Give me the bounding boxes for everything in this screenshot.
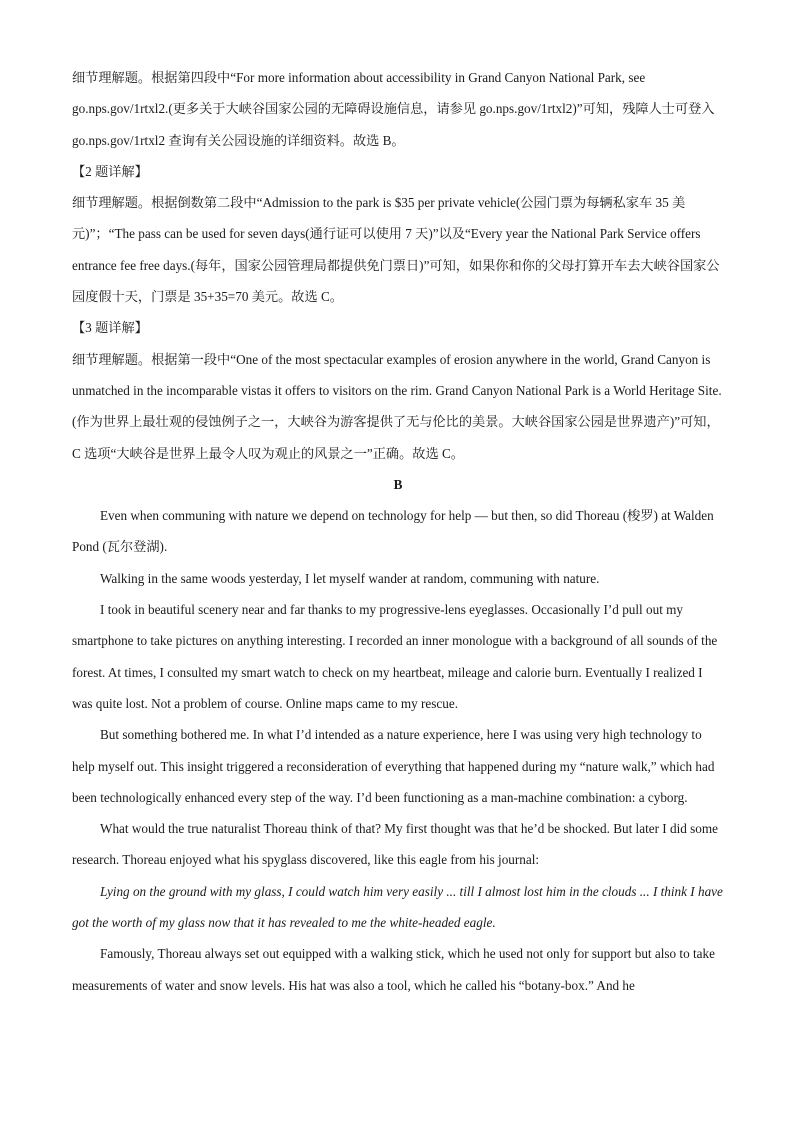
answer-1-text: 细节理解题。根据第四段中“For more information about accessibility in Grand Canyon National Park, see go.nps.gov/1rtxl2.(更多关于大峡谷国家公园的无障碍设施信息，请参见 go.nps.gov/1rtxl2)”可知，残障人士可登入 go.nps.gov/1rtxl2 查询有关公园设施的详细资料。故选 B。 bbox=[72, 70, 715, 148]
answer-3-label: 【3 题详解】 bbox=[72, 320, 148, 336]
section-b-heading: B bbox=[393, 476, 403, 492]
answer-2-label: 【2 题详解】 bbox=[72, 163, 148, 179]
document-page bbox=[72, 62, 724, 1001]
journal-quote: Lying on the ground with my glass, I could watch him very easily ... till I almost lost him in the clouds ... I think I have got the worth of my glass now that it has revealed to me the white-headed eagle. bbox=[72, 883, 723, 931]
passage-paragraph: Even when communing with nature we depend on technology for help — but then, so did Thoreau (梭罗) at Walden Pond (瓦尔登湖). bbox=[72, 508, 714, 555]
passage-paragraph: But something bothered me. In what I’d intended as a nature experience, here I was using very high technology to help myself out. This insight triggered a reconsideration of everything that happened during my “nature walk,” which had been technologically enhanced every step of the way. I’d been functioning as a man-machine combination: a cyborg. bbox=[72, 727, 715, 805]
passage-paragraph-last: Famously, Thoreau always set out equipped with a walking stick, which he used not only for support but also to take measurements of water and snow levels. His hat was also a tool, which he called his “botany-box.” And he bbox=[72, 946, 715, 993]
answer-3-text: 细节理解题。根据第一段中“One of the most spectacular examples of erosion anywhere in the world, Grand Canyon is unmatched in the incomparable vistas it offers to visitors on the rim. Grand Canyon National Park is a World Heritage Site.(作为世界上最壮观的侵蚀例子之一，大峡谷为游客提供了无与伦比的美景。大峡谷国家公园是世界遗产)”可知，C 选项“大峡谷是世界上最令人叹为观止的风景之一”正确。故选 C。 bbox=[72, 351, 722, 461]
passage-paragraph: What would the true naturalist Thoreau think of that? My first thought was that he’d be shocked. But later I did some research. Thoreau enjoyed what his spyglass discovered, like this eagle from his journal: bbox=[72, 821, 718, 868]
passage-paragraph: Walking in the same woods yesterday, I let myself wander at random, communing with nature. bbox=[100, 570, 600, 586]
answer-2-text: 细节理解题。根据倒数第二段中“Admission to the park is $35 per private vehicle(公园门票为每辆私家车 35 美元)”；“The pass can be used for seven days(通行证可以使用 7 天)”以及“Every year the National Park Service offers entrance fee free days.(每年，国家公园管理局都提供免门票日)”可知，如果你和你的父母打算开车去大峡谷国家公园度假十天，门票是 35+35=70 美元。故选 C。 bbox=[72, 195, 720, 305]
passage-paragraph: I took in beautiful scenery near and far thanks to my progressive-lens eyeglasses. Occasionally I’d pull out my smartphone to take pictures on anything interesting. I recorded an inner monologue with a background of all sounds of the forest. At times, I consulted my smart watch to check on my heartbeat, mileage and calorie burn. Eventually I realized I was quite lost. Not a problem of course. Online maps came to my rescue. bbox=[72, 602, 718, 711]
